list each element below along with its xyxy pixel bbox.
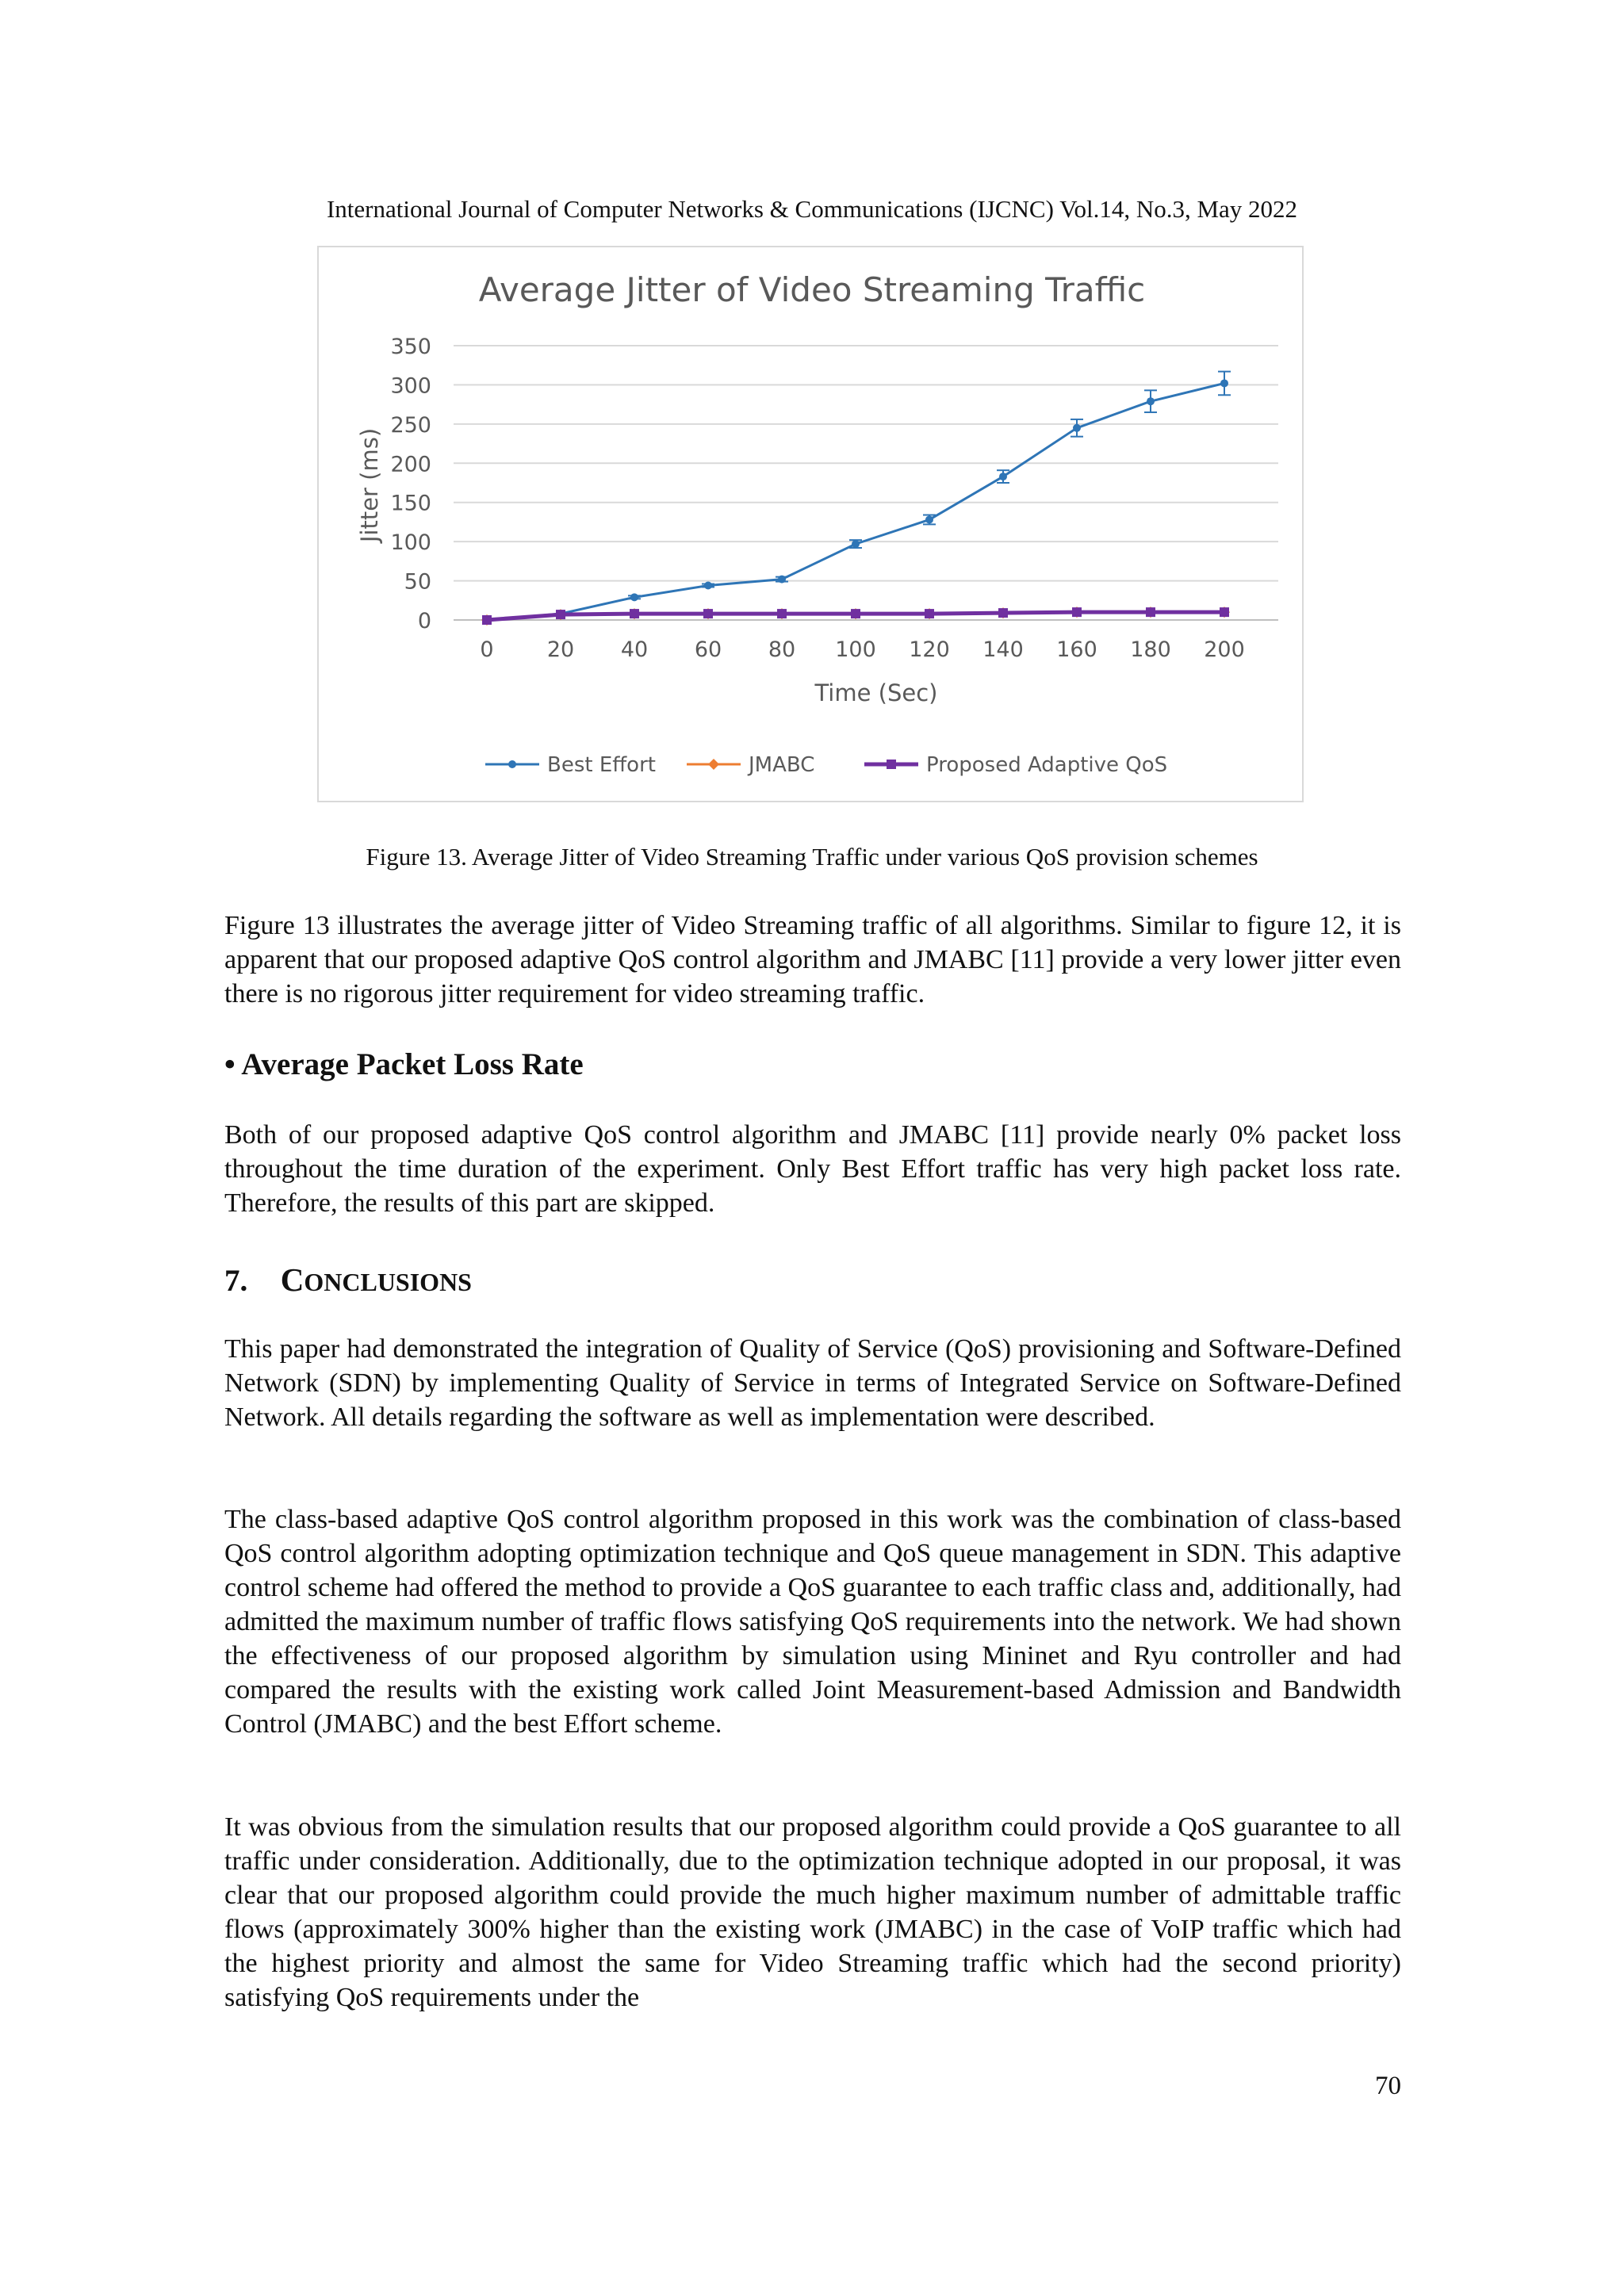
- legend-swatch-marker: [887, 760, 896, 769]
- x-tick-label: 80: [768, 637, 796, 662]
- page-number: 70: [1375, 2072, 1401, 2100]
- chart-series: [481, 372, 1231, 626]
- y-axis-label: Jitter (ms): [356, 427, 383, 543]
- chart-title: Average Jitter of Video Streaming Traffic: [478, 270, 1146, 309]
- data-point: [1146, 607, 1155, 617]
- data-point: [1072, 607, 1082, 617]
- legend-swatch-marker: [708, 759, 719, 770]
- data-point: [778, 576, 786, 584]
- jitter-chart: [317, 246, 1304, 802]
- x-tick-label: 180: [1130, 637, 1171, 662]
- y-tick-label: 50: [404, 569, 431, 595]
- legend-label: JMABC: [749, 753, 815, 777]
- x-tick-label: 120: [909, 637, 950, 662]
- data-point: [630, 609, 639, 618]
- x-tick-label: 0: [480, 637, 494, 662]
- paragraph-figure-discussion: Figure 13 illustrates the average jitter of Video Streaming traffic of all algorithms. Similar to figure 12, it is apparent that our proposed adaptive QoS control algorithm and JMABC [11] provide a very lower jitter even there is no rigorous jitter requirement for video streaming traffic.: [224, 911, 1401, 1008]
- figure-caption: Figure 13. Average Jitter of Video Streaming Traffic under various QoS provision schemes: [366, 843, 1258, 871]
- y-tick-label: 250: [390, 412, 431, 438]
- data-point: [704, 582, 712, 590]
- y-tick-label: 100: [390, 530, 431, 556]
- running-header: International Journal of Computer Networks & Communications (IJCNC) Vol.14, No.3, May 2022: [326, 195, 1298, 223]
- data-point: [1147, 397, 1155, 405]
- x-tick-label: 100: [835, 637, 876, 662]
- data-point: [777, 609, 787, 618]
- legend-swatch-marker: [508, 760, 516, 768]
- section-title-initial: C: [280, 1261, 304, 1298]
- data-point: [1220, 607, 1229, 617]
- series-best-effort: [483, 372, 1231, 624]
- x-tick-label: 40: [620, 637, 649, 662]
- data-point: [998, 608, 1008, 618]
- y-tick-label: 350: [390, 335, 431, 359]
- data-point: [1073, 424, 1081, 432]
- section-heading-conclusions: [224, 1261, 472, 1299]
- legend-label: Best Effort: [547, 753, 656, 777]
- series-proposed-adaptive-qos: [482, 607, 1229, 625]
- chart-gridlines: [454, 346, 1278, 620]
- paragraph-conclusion-2: The class-based adaptive QoS control algorithm proposed in this work was the combination of class-based QoS control algorithm adopting optimization technique and QoS queue management in SDN. This adaptive control scheme had offered the method to provide a QoS guarantee to each traffic class and, additionally, had admitted the maximum number of traffic flows satisfying QoS requirements into the network. We had shown the effectiveness of our proposed algorithm by simulation using Mininet and Ryu controller and had compared the results with the existing work called Joint Measurement-based Admission and Bandwidth Control (JMABC) and the best Effort scheme.: [224, 1505, 1401, 1739]
- x-tick-label: 140: [982, 637, 1024, 662]
- y-tick-label: 200: [390, 452, 431, 477]
- x-axis-label: Time (Sec): [814, 679, 938, 706]
- y-tick-label: 150: [390, 491, 431, 516]
- data-point: [482, 615, 492, 625]
- section-number: 7.: [224, 1264, 248, 1298]
- data-point: [630, 593, 638, 601]
- chart-svg: [319, 247, 1305, 804]
- paragraph-conclusion-3: It was obvious from the simulation results that our proposed algorithm could provide a QoS guarantee to all traffic under consideration. Additionally, due to the optimization technique adopted in our proposal, it was clear that our proposed algorithm could provide the much higher maximum number of admittable traffic flows (approximately 300% higher than the existing work (JMABC) in the case of VoIP traffic which had the highest priority and almost the same for Video Streaming traffic which had the second priority) satisfying QoS requirements under the: [224, 1812, 1401, 2012]
- data-point: [703, 609, 713, 618]
- x-tick-label: 160: [1056, 637, 1097, 662]
- data-point: [851, 609, 860, 618]
- chart-legend: [485, 753, 1167, 777]
- legend-item: [485, 753, 656, 777]
- legend-label: Proposed Adaptive QoS: [926, 753, 1168, 777]
- data-point: [925, 609, 934, 618]
- x-tick-label: 60: [694, 637, 722, 662]
- data-point: [925, 515, 933, 523]
- data-point: [556, 610, 565, 619]
- paragraph-packet-loss: Both of our proposed adaptive QoS control algorithm and JMABC [11] provide nearly 0% packet loss throughout the time duration of the experiment. Only Best Effort traffic has very high packet loss rate. Therefore, the results of this part are skipped.: [224, 1120, 1401, 1218]
- legend-item: [687, 753, 814, 777]
- x-tick-label: 20: [546, 637, 575, 662]
- data-point: [1220, 379, 1228, 387]
- x-axis-ticks: [480, 637, 1244, 662]
- y-axis-ticks: [390, 335, 431, 633]
- data-point: [999, 473, 1007, 480]
- x-tick-label: 200: [1204, 637, 1245, 662]
- y-tick-label: 0: [417, 609, 431, 633]
- legend-item: [864, 753, 1167, 777]
- paragraph-conclusion-1: This paper had demonstrated the integration of Quality of Service (QoS) provisioning and Software-Defined Network (SDN) by implementing Quality of Service in terms of Integrated Service on Software-Defined Network. All details regarding the software as well as implementation were described.: [224, 1334, 1401, 1432]
- y-tick-label: 300: [390, 373, 431, 399]
- section-title-rest: ONCLUSIONS: [304, 1268, 472, 1296]
- data-point: [852, 540, 860, 548]
- subsection-heading: • Average Packet Loss Rate: [224, 1047, 584, 1081]
